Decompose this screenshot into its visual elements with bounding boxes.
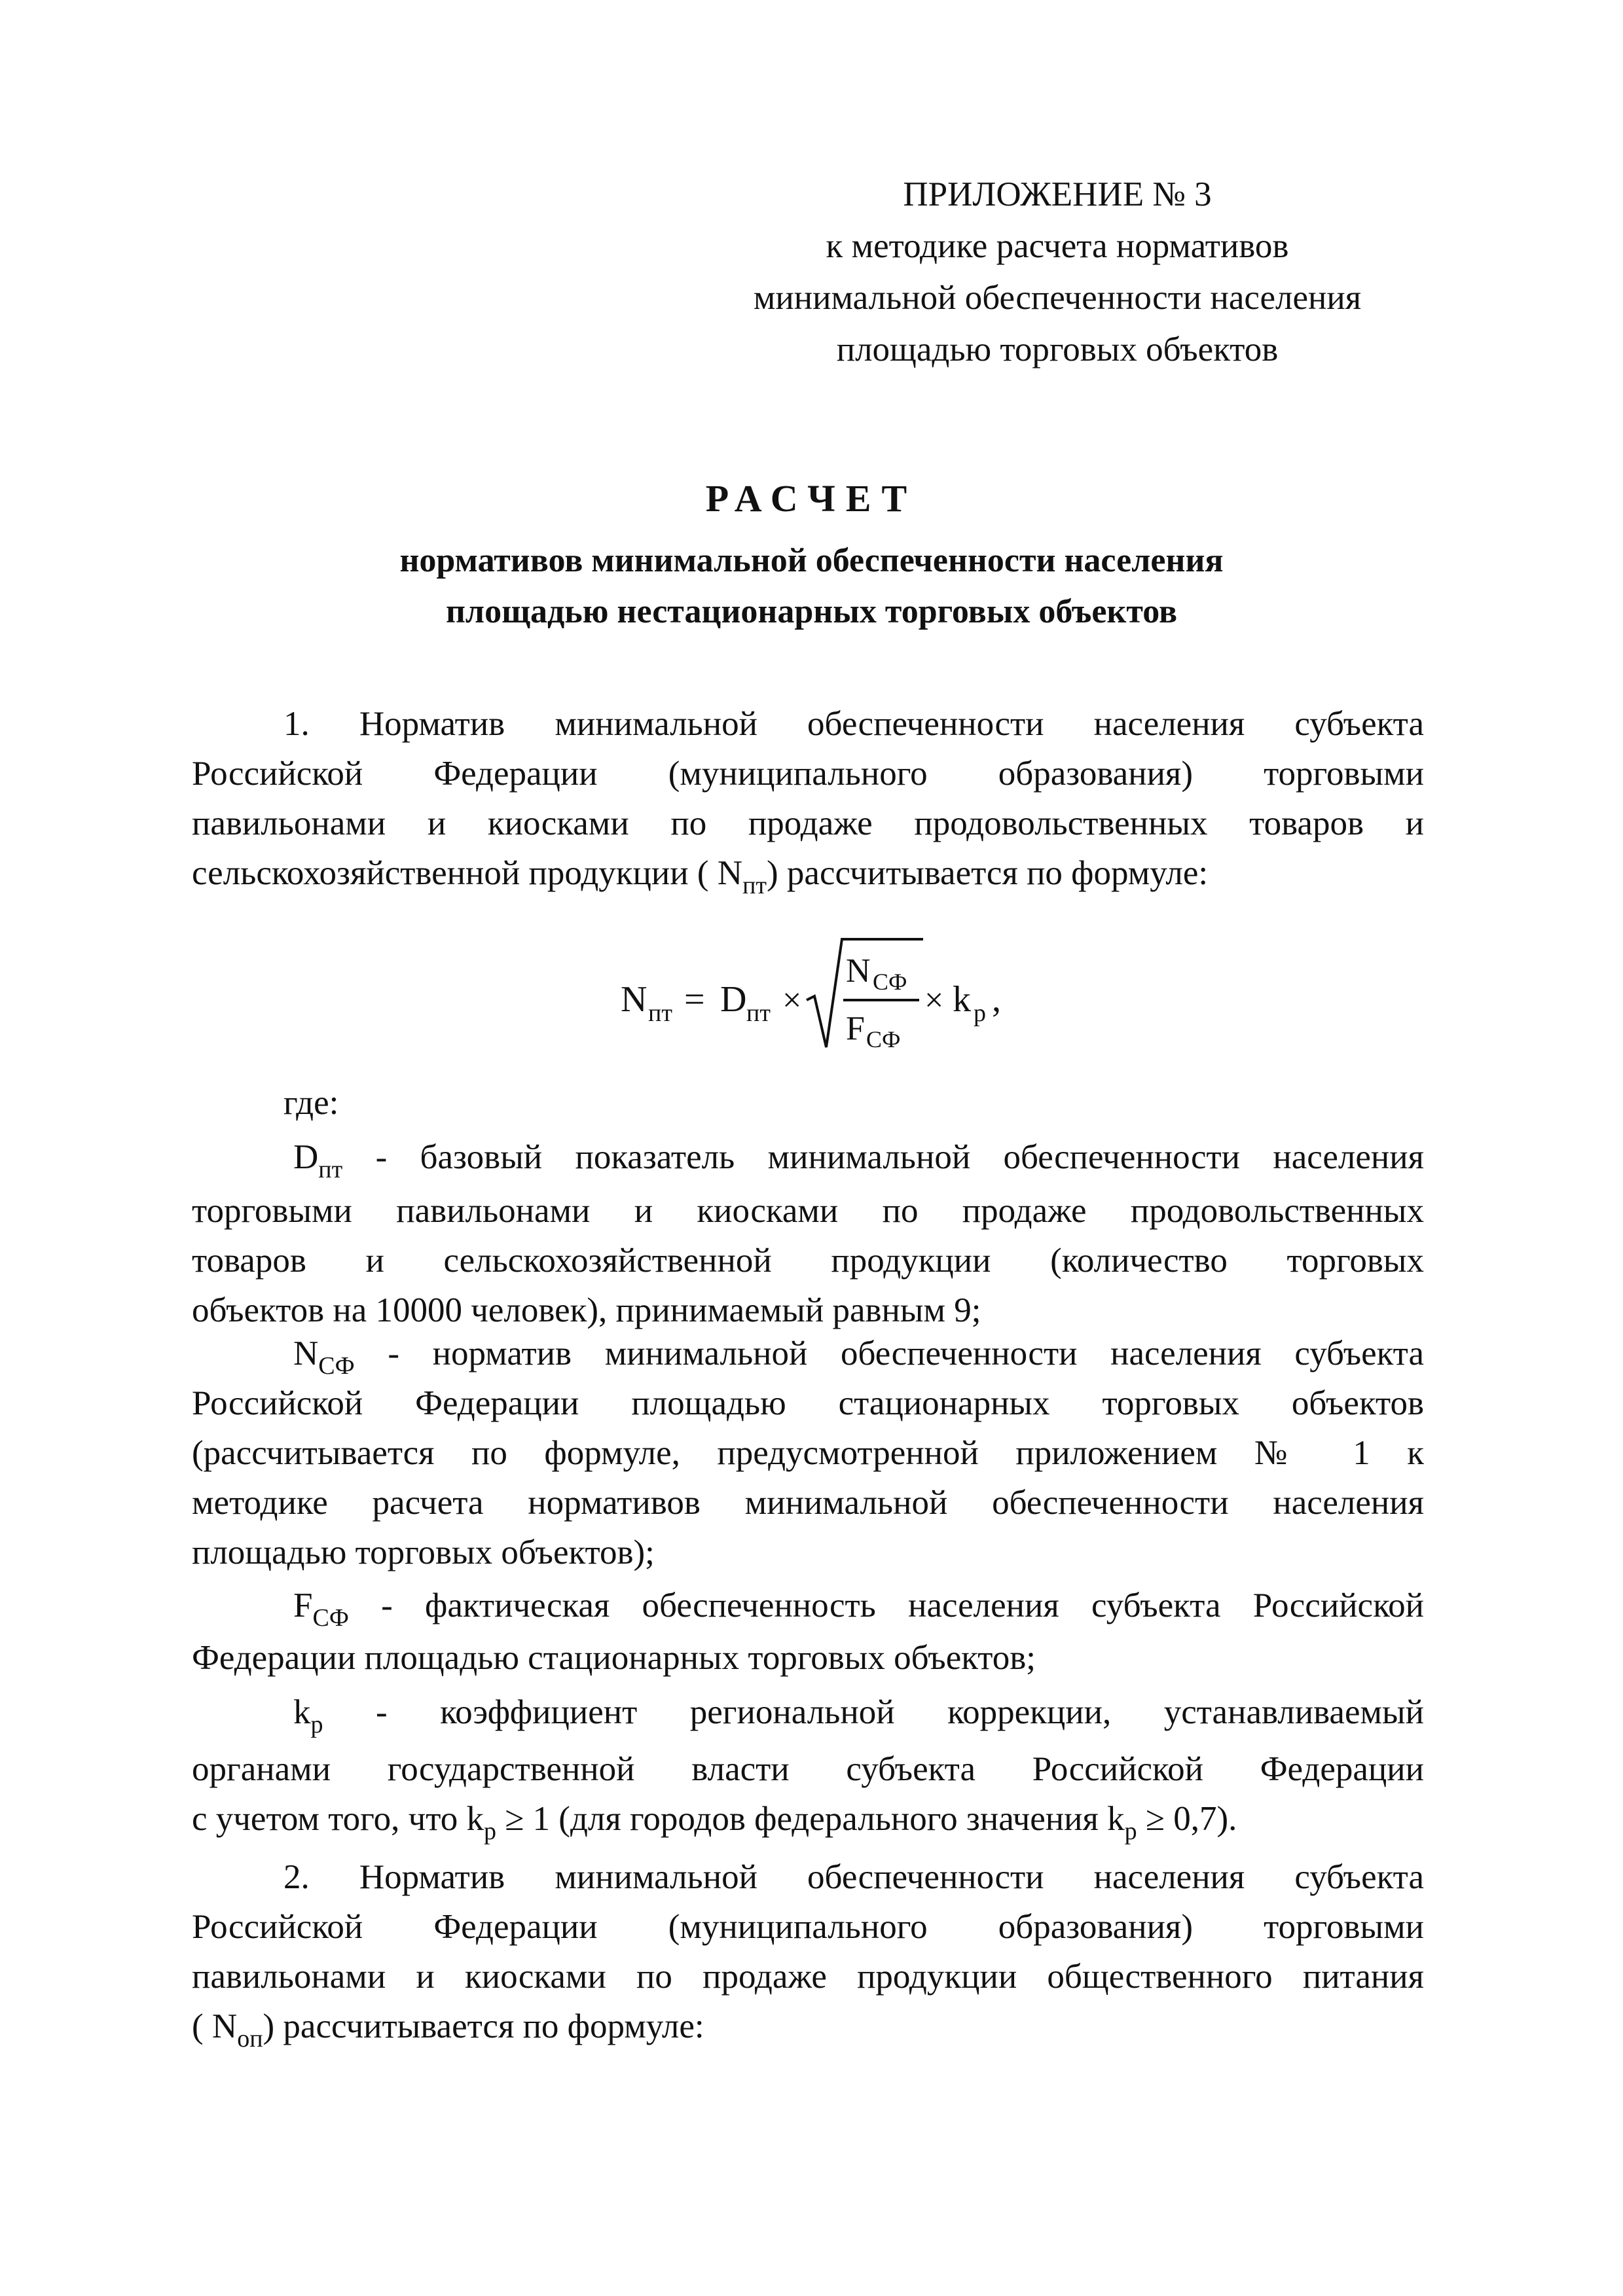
symbol-subscript: р xyxy=(310,1711,323,1738)
text-line: павильонами и киосками по продаже продовольственных товаров и xyxy=(192,804,1424,842)
text-line: органами государственной власти субъекта Российской Федерации xyxy=(192,1750,1424,1788)
formula-numerator-sub: СФ xyxy=(873,969,907,995)
formula-k: k xyxy=(953,979,971,1020)
definition-d xyxy=(192,1132,1424,1182)
symbol-subscript: пт xyxy=(318,1156,343,1183)
formula-svg xyxy=(0,916,1623,1067)
symbol-subscript: СФ xyxy=(318,1352,355,1380)
text-line: методике расчета нормативов минимальной обеспеченности населения xyxy=(192,1484,1424,1522)
text-fragment: ≥ 1 (для городов федерального значения xyxy=(505,1800,1099,1838)
symbol-subscript: р xyxy=(483,1818,496,1845)
definition-n xyxy=(192,1329,1424,1577)
text-line: объектов на 10000 человек), принимаемый равным 9; xyxy=(192,1291,981,1329)
symbol-subscript: оп xyxy=(237,2025,263,2053)
text-line: Российской Федерации (муниципального образования) торговыми xyxy=(192,755,1424,793)
symbol-subscript: р xyxy=(1124,1818,1137,1845)
formula-times: × xyxy=(924,982,944,1019)
text-line: 2. Норматив минимальной обеспеченности населения субъекта xyxy=(283,1858,1424,1896)
paragraph-1 xyxy=(192,699,1424,898)
paragraph-2 xyxy=(192,1852,1424,2051)
definition-f xyxy=(192,1581,1424,1630)
where-label: где: xyxy=(283,1084,339,1122)
text-fragment: ( xyxy=(192,2007,204,2045)
text-line: площадью торговых объектов); xyxy=(192,1534,655,1571)
formula-denominator-sub: СФ xyxy=(866,1026,901,1052)
text-fragment: ) рассчитывается по формуле: xyxy=(767,854,1209,892)
subtitle-line: площадью нестационарных торговых объектов xyxy=(445,593,1178,630)
appendix-line: минимальной обеспеченности населения xyxy=(753,279,1362,317)
document-subtitle xyxy=(0,535,1623,637)
formula-numerator: N xyxy=(846,952,871,990)
text-line xyxy=(192,1329,1424,1378)
symbol-subscript: пт xyxy=(742,872,767,899)
document-title: РАСЧЕТ xyxy=(705,477,918,520)
formula-d: D xyxy=(720,979,747,1020)
text-line xyxy=(192,1687,1424,1737)
definition-d-cont xyxy=(192,1186,1424,1335)
appendix-header xyxy=(681,169,1434,376)
symbol-n: N xyxy=(211,2007,238,2045)
text-line xyxy=(192,1132,1424,1182)
formula-d-sub: пт xyxy=(746,999,771,1027)
symbol-f: F xyxy=(293,1587,313,1624)
symbol-k: k xyxy=(293,1693,311,1731)
text-line: 1. Норматив минимальной обеспеченности населения субъекта xyxy=(283,705,1424,743)
text-fragment: - коэффициент региональной коррекции, устанавливаемый xyxy=(375,1693,1424,1731)
symbol-k: k xyxy=(466,1800,484,1838)
formula-lhs: N xyxy=(621,979,647,1020)
text-line: павильонами и киосками по продаже продукции общественного питания xyxy=(192,1958,1424,1996)
symbol-n: N xyxy=(717,854,743,892)
text-fragment: сельскохозяйственной продукции ( xyxy=(192,854,709,892)
text-fragment: - базовый показатель минимальной обеспеченности населения xyxy=(375,1138,1424,1176)
text-line xyxy=(192,1794,1424,1844)
appendix-line: к методике расчета нормативов xyxy=(826,227,1289,265)
text-fragment: с учетом того, что xyxy=(192,1800,458,1838)
text-line: (рассчитывается по формуле, предусмотренной приложением № 1 к xyxy=(192,1434,1424,1472)
formula-comma: , xyxy=(992,979,1001,1020)
text-line: Федерации площадью стационарных торговых объектов; xyxy=(192,1639,1036,1677)
text-line: Российской Федерации (муниципального образования) торговыми xyxy=(192,1908,1424,1946)
formula-times: × xyxy=(782,982,802,1019)
text-line xyxy=(192,1581,1424,1630)
text-line: торговыми павильонами и киосками по продаже продовольственных xyxy=(192,1192,1424,1230)
text-line: товаров и сельскохозяйственной продукции (количество торговых xyxy=(192,1242,1424,1280)
symbol-subscript: СФ xyxy=(312,1604,349,1632)
subtitle-line: нормативов минимальной обеспеченности населения xyxy=(399,542,1224,579)
definition-k-cont xyxy=(192,1744,1424,1844)
formula-equals: = xyxy=(684,979,705,1020)
formula-k-sub: р xyxy=(974,999,986,1027)
symbol-d: D xyxy=(293,1138,319,1176)
text-line xyxy=(192,848,1424,898)
definition-k xyxy=(192,1687,1424,1737)
symbol-k: k xyxy=(1107,1800,1125,1838)
appendix-number: ПРИЛОЖЕНИЕ № 3 xyxy=(903,175,1212,213)
definition-f-cont xyxy=(192,1633,1424,1683)
text-fragment: ) рассчитывается по формуле: xyxy=(263,2007,704,2045)
formula-lhs-sub: пт xyxy=(648,999,672,1027)
text-line: Российской Федерации площадью стационарных торговых объектов xyxy=(192,1384,1424,1422)
symbol-n: N xyxy=(293,1335,319,1372)
text-fragment: - норматив минимальной обеспеченности населения субъекта xyxy=(388,1335,1425,1372)
text-fragment: - фактическая обеспеченность населения субъекта Российской xyxy=(381,1587,1425,1624)
text-line xyxy=(192,2001,1424,2051)
formula-denominator: F xyxy=(846,1010,865,1047)
text-fragment: ≥ 0,7). xyxy=(1145,1800,1237,1838)
appendix-line: площадью торговых объектов xyxy=(836,331,1279,368)
formula-block xyxy=(0,916,1623,1067)
